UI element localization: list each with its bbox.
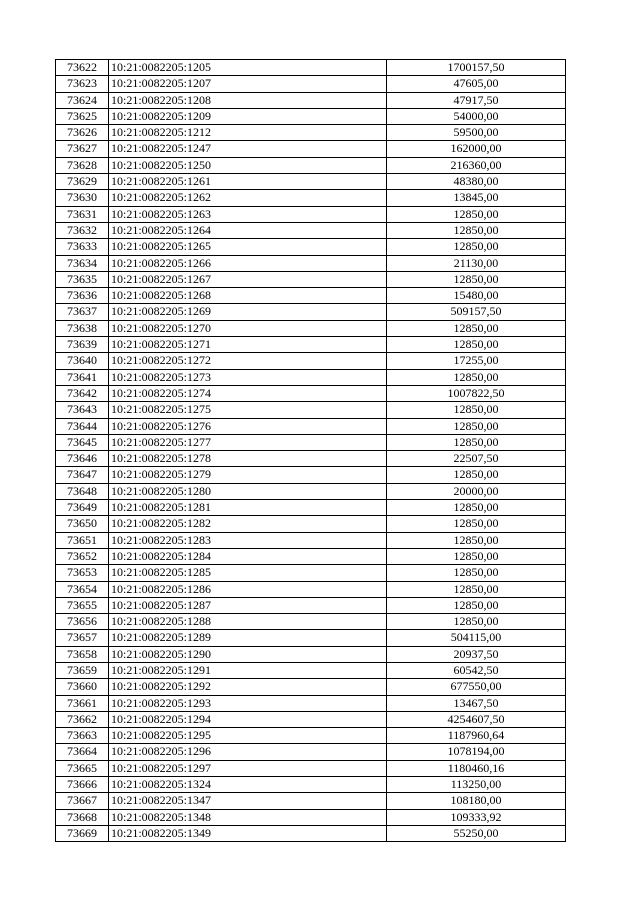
amount-cell: 12850,00 (387, 320, 566, 336)
cadastral-number-cell: 10:21:0082205:1284 (109, 548, 387, 564)
row-number-cell: 73666 (56, 777, 109, 793)
amount-cell: 59500,00 (387, 125, 566, 141)
row-number-cell: 73661 (56, 695, 109, 711)
amount-cell: 12850,00 (387, 614, 566, 630)
table-row (56, 809, 566, 825)
cadastral-number-cell: 10:21:0082205:1262 (109, 190, 387, 206)
table-row (56, 744, 566, 760)
table-row (56, 141, 566, 157)
table-row (56, 385, 566, 401)
cadastral-number-cell: 10:21:0082205:1269 (109, 304, 387, 320)
amount-cell: 109333,92 (387, 809, 566, 825)
row-number-cell: 73654 (56, 581, 109, 597)
table-row (56, 679, 566, 695)
table-row (56, 353, 566, 369)
table-row (56, 60, 566, 76)
cadastral-number-cell: 10:21:0082205:1208 (109, 92, 387, 108)
row-number-cell: 73669 (56, 825, 109, 841)
cadastral-number-cell: 10:21:0082205:1273 (109, 369, 387, 385)
row-number-cell: 73659 (56, 662, 109, 678)
cadastral-number-cell: 10:21:0082205:1348 (109, 809, 387, 825)
table-row (56, 548, 566, 564)
amount-cell: 12850,00 (387, 222, 566, 238)
table-row (56, 793, 566, 809)
cadastral-number-cell: 10:21:0082205:1276 (109, 418, 387, 434)
amount-cell: 21130,00 (387, 255, 566, 271)
table-row (56, 662, 566, 678)
table-row (56, 581, 566, 597)
row-number-cell: 73656 (56, 614, 109, 630)
table-row (56, 402, 566, 418)
table-row (56, 174, 566, 190)
amount-cell: 108180,00 (387, 793, 566, 809)
cadastral-number-cell: 10:21:0082205:1265 (109, 239, 387, 255)
row-number-cell: 73663 (56, 728, 109, 744)
amount-cell: 17255,00 (387, 353, 566, 369)
row-number-cell: 73625 (56, 108, 109, 124)
row-number-cell: 73632 (56, 222, 109, 238)
row-number-cell: 73627 (56, 141, 109, 157)
row-number-cell: 73645 (56, 434, 109, 450)
cadastral-number-cell: 10:21:0082205:1324 (109, 777, 387, 793)
cadastral-number-cell: 10:21:0082205:1271 (109, 337, 387, 353)
table-row (56, 288, 566, 304)
table-row (56, 597, 566, 613)
row-number-cell: 73640 (56, 353, 109, 369)
table-row (56, 500, 566, 516)
cadastral-number-cell: 10:21:0082205:1288 (109, 614, 387, 630)
row-number-cell: 73646 (56, 451, 109, 467)
amount-cell: 12850,00 (387, 239, 566, 255)
row-number-cell: 73629 (56, 174, 109, 190)
cadastral-number-cell: 10:21:0082205:1268 (109, 288, 387, 304)
cadastral-number-cell: 10:21:0082205:1275 (109, 402, 387, 418)
row-number-cell: 73643 (56, 402, 109, 418)
row-number-cell: 73652 (56, 548, 109, 564)
row-number-cell: 73638 (56, 320, 109, 336)
row-number-cell: 73637 (56, 304, 109, 320)
cadastral-number-cell: 10:21:0082205:1295 (109, 728, 387, 744)
table-row (56, 777, 566, 793)
amount-cell: 20000,00 (387, 483, 566, 499)
amount-cell: 12850,00 (387, 597, 566, 613)
table-row (56, 76, 566, 92)
row-number-cell: 73660 (56, 679, 109, 695)
table-row (56, 190, 566, 206)
cadastral-number-cell: 10:21:0082205:1347 (109, 793, 387, 809)
amount-cell: 216360,00 (387, 157, 566, 173)
cadastral-number-cell: 10:21:0082205:1291 (109, 662, 387, 678)
cadastral-number-cell: 10:21:0082205:1264 (109, 222, 387, 238)
table-row (56, 630, 566, 646)
row-number-cell: 73623 (56, 76, 109, 92)
amount-cell: 60542,50 (387, 662, 566, 678)
amount-cell: 12850,00 (387, 369, 566, 385)
amount-cell: 1700157,50 (387, 60, 566, 76)
amount-cell: 15480,00 (387, 288, 566, 304)
amount-cell: 113250,00 (387, 777, 566, 793)
row-number-cell: 73634 (56, 255, 109, 271)
table-row (56, 369, 566, 385)
cadastral-number-cell: 10:21:0082205:1294 (109, 711, 387, 727)
row-number-cell: 73633 (56, 239, 109, 255)
table-row (56, 271, 566, 287)
amount-cell: 12850,00 (387, 402, 566, 418)
row-number-cell: 73658 (56, 646, 109, 662)
cadastral-number-cell: 10:21:0082205:1280 (109, 483, 387, 499)
cadastral-number-cell: 10:21:0082205:1297 (109, 760, 387, 776)
amount-cell: 12850,00 (387, 532, 566, 548)
cadastral-number-cell: 10:21:0082205:1296 (109, 744, 387, 760)
table-row (56, 646, 566, 662)
row-number-cell: 73649 (56, 500, 109, 516)
cadastral-number-cell: 10:21:0082205:1289 (109, 630, 387, 646)
table-row (56, 92, 566, 108)
table-row (56, 516, 566, 532)
table-row (56, 695, 566, 711)
table-row (56, 728, 566, 744)
row-number-cell: 73631 (56, 206, 109, 222)
table-row (56, 255, 566, 271)
row-number-cell: 73650 (56, 516, 109, 532)
amount-cell: 12850,00 (387, 516, 566, 532)
row-number-cell: 73644 (56, 418, 109, 434)
cadastral-number-cell: 10:21:0082205:1292 (109, 679, 387, 695)
amount-cell: 12850,00 (387, 418, 566, 434)
cadastral-number-cell: 10:21:0082205:1277 (109, 434, 387, 450)
cadastral-number-cell: 10:21:0082205:1272 (109, 353, 387, 369)
cadastral-number-cell: 10:21:0082205:1205 (109, 60, 387, 76)
amount-cell: 12850,00 (387, 565, 566, 581)
amount-cell: 1180460,16 (387, 760, 566, 776)
amount-cell: 20937,50 (387, 646, 566, 662)
table-row (56, 320, 566, 336)
row-number-cell: 73626 (56, 125, 109, 141)
cadastral-number-cell: 10:21:0082205:1209 (109, 108, 387, 124)
table-row (56, 711, 566, 727)
amount-cell: 1007822,50 (387, 385, 566, 401)
cadastral-number-cell: 10:21:0082205:1349 (109, 825, 387, 841)
row-number-cell: 73668 (56, 809, 109, 825)
cadastral-number-cell: 10:21:0082205:1250 (109, 157, 387, 173)
table-row (56, 760, 566, 776)
table-row (56, 304, 566, 320)
row-number-cell: 73664 (56, 744, 109, 760)
table-row (56, 434, 566, 450)
cadastral-number-cell: 10:21:0082205:1212 (109, 125, 387, 141)
table-row (56, 532, 566, 548)
amount-cell: 13845,00 (387, 190, 566, 206)
row-number-cell: 73665 (56, 760, 109, 776)
table-row (56, 337, 566, 353)
table-row (56, 108, 566, 124)
amount-cell: 1187960,64 (387, 728, 566, 744)
cadastral-number-cell: 10:21:0082205:1266 (109, 255, 387, 271)
amount-cell: 22507,50 (387, 451, 566, 467)
data-table (55, 59, 566, 842)
amount-cell: 504115,00 (387, 630, 566, 646)
cadastral-number-cell: 10:21:0082205:1286 (109, 581, 387, 597)
cadastral-number-cell: 10:21:0082205:1293 (109, 695, 387, 711)
table-row (56, 614, 566, 630)
cadastral-number-cell: 10:21:0082205:1274 (109, 385, 387, 401)
amount-cell: 12850,00 (387, 548, 566, 564)
amount-cell: 47605,00 (387, 76, 566, 92)
row-number-cell: 73628 (56, 157, 109, 173)
cadastral-number-cell: 10:21:0082205:1247 (109, 141, 387, 157)
cadastral-number-cell: 10:21:0082205:1261 (109, 174, 387, 190)
row-number-cell: 73653 (56, 565, 109, 581)
cadastral-number-cell: 10:21:0082205:1281 (109, 500, 387, 516)
row-number-cell: 73662 (56, 711, 109, 727)
table-row (56, 239, 566, 255)
table-body (56, 60, 566, 842)
table-row (56, 222, 566, 238)
table-row (56, 483, 566, 499)
row-number-cell: 73667 (56, 793, 109, 809)
cadastral-number-cell: 10:21:0082205:1278 (109, 451, 387, 467)
cadastral-number-cell: 10:21:0082205:1270 (109, 320, 387, 336)
table-row (56, 206, 566, 222)
table-row (56, 418, 566, 434)
row-number-cell: 73624 (56, 92, 109, 108)
amount-cell: 55250,00 (387, 825, 566, 841)
table-row (56, 467, 566, 483)
table-row (56, 825, 566, 841)
cadastral-number-cell: 10:21:0082205:1279 (109, 467, 387, 483)
amount-cell: 13467,50 (387, 695, 566, 711)
amount-cell: 12850,00 (387, 271, 566, 287)
row-number-cell: 73639 (56, 337, 109, 353)
amount-cell: 12850,00 (387, 467, 566, 483)
row-number-cell: 73657 (56, 630, 109, 646)
table-row (56, 565, 566, 581)
amount-cell: 12850,00 (387, 434, 566, 450)
amount-cell: 162000,00 (387, 141, 566, 157)
cadastral-number-cell: 10:21:0082205:1207 (109, 76, 387, 92)
cadastral-number-cell: 10:21:0082205:1285 (109, 565, 387, 581)
cadastral-number-cell: 10:21:0082205:1283 (109, 532, 387, 548)
row-number-cell: 73622 (56, 60, 109, 76)
amount-cell: 12850,00 (387, 337, 566, 353)
cadastral-number-cell: 10:21:0082205:1290 (109, 646, 387, 662)
cadastral-number-cell: 10:21:0082205:1263 (109, 206, 387, 222)
row-number-cell: 73636 (56, 288, 109, 304)
amount-cell: 677550,00 (387, 679, 566, 695)
amount-cell: 48380,00 (387, 174, 566, 190)
row-number-cell: 73655 (56, 597, 109, 613)
row-number-cell: 73641 (56, 369, 109, 385)
row-number-cell: 73630 (56, 190, 109, 206)
table-row (56, 451, 566, 467)
row-number-cell: 73647 (56, 467, 109, 483)
table-row (56, 125, 566, 141)
row-number-cell: 73635 (56, 271, 109, 287)
row-number-cell: 73642 (56, 385, 109, 401)
amount-cell: 4254607,50 (387, 711, 566, 727)
amount-cell: 12850,00 (387, 206, 566, 222)
amount-cell: 12850,00 (387, 500, 566, 516)
amount-cell: 47917,50 (387, 92, 566, 108)
cadastral-number-cell: 10:21:0082205:1267 (109, 271, 387, 287)
table-row (56, 157, 566, 173)
amount-cell: 12850,00 (387, 581, 566, 597)
amount-cell: 54000,00 (387, 108, 566, 124)
amount-cell: 509157,50 (387, 304, 566, 320)
cadastral-number-cell: 10:21:0082205:1282 (109, 516, 387, 532)
row-number-cell: 73651 (56, 532, 109, 548)
amount-cell: 1078194,00 (387, 744, 566, 760)
row-number-cell: 73648 (56, 483, 109, 499)
cadastral-number-cell: 10:21:0082205:1287 (109, 597, 387, 613)
